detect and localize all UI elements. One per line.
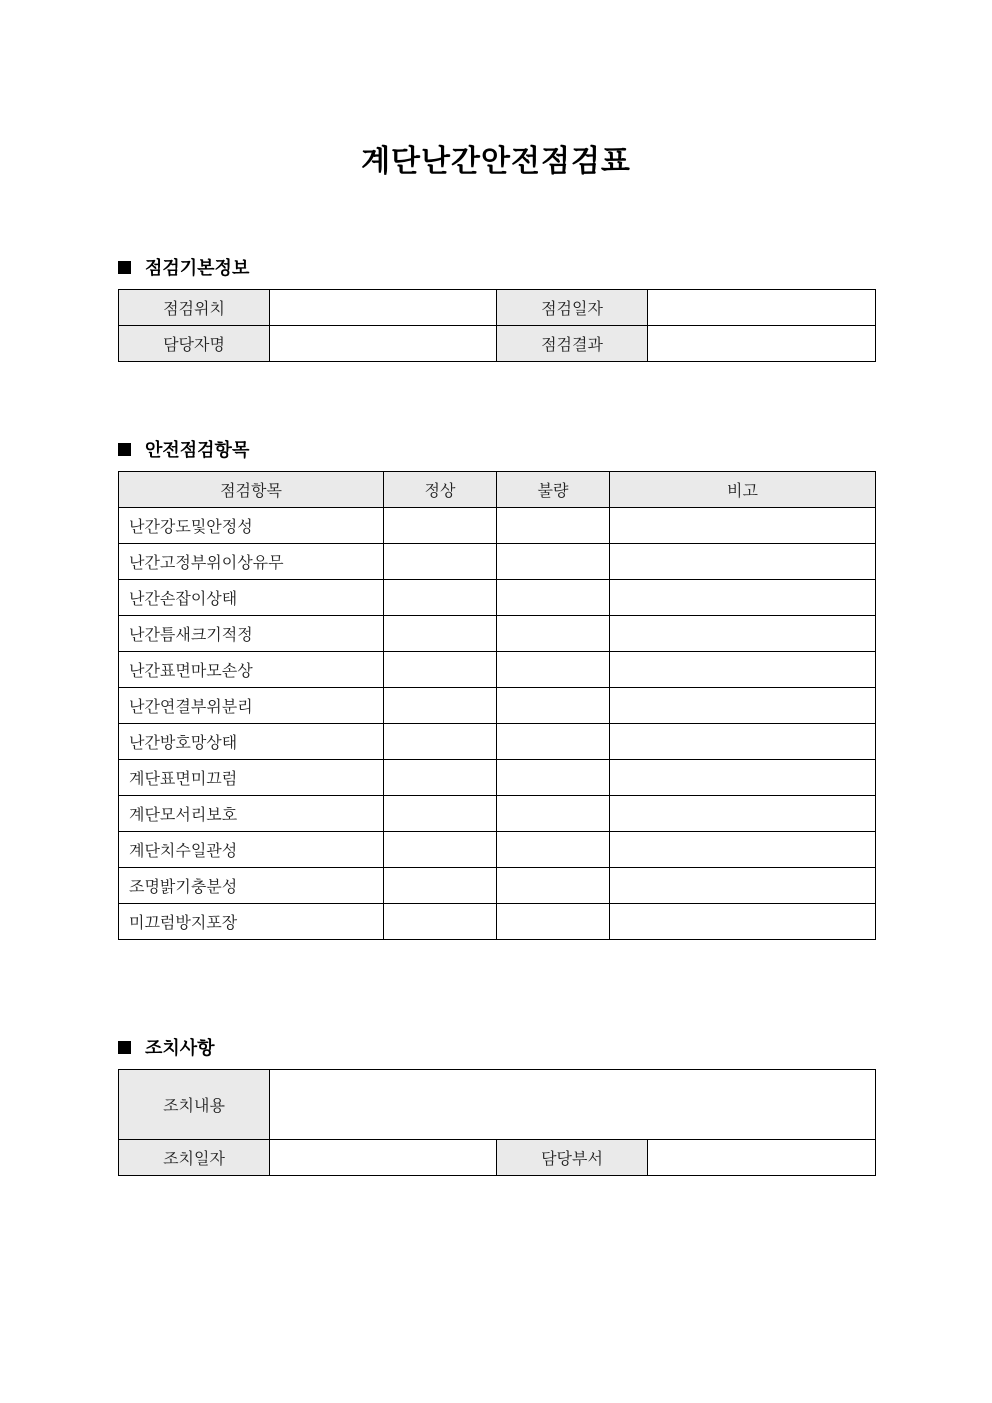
defective-cell[interactable] bbox=[497, 796, 610, 832]
table-row bbox=[119, 688, 876, 724]
table-row bbox=[119, 580, 876, 616]
section-title: 안전점검항목 bbox=[145, 440, 250, 461]
label-cell: 담당자명 bbox=[119, 326, 270, 362]
page-title: 계단난간안전점검표 bbox=[361, 144, 631, 179]
remarks-cell[interactable] bbox=[610, 904, 876, 940]
section-title: 조치사항 bbox=[145, 1038, 215, 1059]
defective-cell[interactable] bbox=[497, 688, 610, 724]
normal-cell[interactable] bbox=[384, 868, 497, 904]
defective-cell[interactable] bbox=[497, 724, 610, 760]
defective-cell[interactable] bbox=[497, 616, 610, 652]
defective-cell[interactable] bbox=[497, 652, 610, 688]
remarks-cell[interactable] bbox=[610, 580, 876, 616]
check-item-label: 계단표면미끄럼 bbox=[119, 760, 384, 796]
check-item-label: 조명밝기충분성 bbox=[119, 868, 384, 904]
action-date-field[interactable] bbox=[270, 1140, 497, 1176]
table-row bbox=[119, 290, 876, 326]
normal-cell[interactable] bbox=[384, 724, 497, 760]
inspection-location-field[interactable] bbox=[270, 290, 497, 326]
normal-cell[interactable] bbox=[384, 832, 497, 868]
inspection-result-field[interactable] bbox=[648, 326, 876, 362]
column-header-defective: 불량 bbox=[497, 472, 610, 508]
checklist-table bbox=[118, 471, 876, 940]
label-cell: 점검결과 bbox=[497, 326, 648, 362]
table-row bbox=[119, 724, 876, 760]
table-row bbox=[119, 326, 876, 362]
defective-cell[interactable] bbox=[497, 580, 610, 616]
table-row bbox=[119, 1140, 876, 1176]
square-bullet-icon bbox=[118, 261, 131, 274]
table-row bbox=[119, 544, 876, 580]
defective-cell[interactable] bbox=[497, 904, 610, 940]
remarks-cell[interactable] bbox=[610, 508, 876, 544]
normal-cell[interactable] bbox=[384, 688, 497, 724]
check-item-label: 난간틈새크기적정 bbox=[119, 616, 384, 652]
remarks-cell[interactable] bbox=[610, 724, 876, 760]
square-bullet-icon bbox=[118, 1041, 131, 1054]
remarks-cell[interactable] bbox=[610, 868, 876, 904]
label-cell: 점검일자 bbox=[497, 290, 648, 326]
section-heading-actions bbox=[118, 1034, 215, 1060]
table-row bbox=[119, 616, 876, 652]
section-title: 점검기본정보 bbox=[145, 258, 250, 279]
check-item-label: 난간연결부위분리 bbox=[119, 688, 384, 724]
label-cell: 담당부서 bbox=[497, 1140, 648, 1176]
manager-name-field[interactable] bbox=[270, 326, 497, 362]
table-row bbox=[119, 1070, 876, 1140]
table-row bbox=[119, 652, 876, 688]
table-row bbox=[119, 760, 876, 796]
remarks-cell[interactable] bbox=[610, 616, 876, 652]
remarks-cell[interactable] bbox=[610, 760, 876, 796]
column-header-normal: 정상 bbox=[384, 472, 497, 508]
normal-cell[interactable] bbox=[384, 616, 497, 652]
department-field[interactable] bbox=[648, 1140, 876, 1176]
normal-cell[interactable] bbox=[384, 508, 497, 544]
section-heading-basic-info bbox=[118, 254, 249, 280]
basic-info-table bbox=[118, 289, 876, 362]
label-cell: 조치일자 bbox=[119, 1140, 270, 1176]
column-header-remarks: 비고 bbox=[610, 472, 876, 508]
action-table bbox=[118, 1069, 876, 1176]
check-item-label: 난간고정부위이상유무 bbox=[119, 544, 384, 580]
defective-cell[interactable] bbox=[497, 868, 610, 904]
check-item-label: 난간방호망상태 bbox=[119, 724, 384, 760]
defective-cell[interactable] bbox=[497, 508, 610, 544]
action-content-field[interactable] bbox=[270, 1070, 876, 1140]
defective-cell[interactable] bbox=[497, 760, 610, 796]
check-item-label: 난간강도및안정성 bbox=[119, 508, 384, 544]
label-cell: 점검위치 bbox=[119, 290, 270, 326]
check-item-label: 난간표면마모손상 bbox=[119, 652, 384, 688]
remarks-cell[interactable] bbox=[610, 544, 876, 580]
normal-cell[interactable] bbox=[384, 580, 497, 616]
normal-cell[interactable] bbox=[384, 796, 497, 832]
table-header-row bbox=[119, 472, 876, 508]
normal-cell[interactable] bbox=[384, 904, 497, 940]
section-heading-checklist bbox=[118, 436, 249, 462]
check-item-label: 계단치수일관성 bbox=[119, 832, 384, 868]
label-cell: 조치내용 bbox=[119, 1070, 270, 1140]
normal-cell[interactable] bbox=[384, 544, 497, 580]
check-item-label: 미끄럼방지포장 bbox=[119, 904, 384, 940]
table-row bbox=[119, 832, 876, 868]
remarks-cell[interactable] bbox=[610, 688, 876, 724]
square-bullet-icon bbox=[118, 443, 131, 456]
inspection-date-field[interactable] bbox=[648, 290, 876, 326]
normal-cell[interactable] bbox=[384, 652, 497, 688]
table-row bbox=[119, 796, 876, 832]
remarks-cell[interactable] bbox=[610, 796, 876, 832]
check-item-label: 난간손잡이상태 bbox=[119, 580, 384, 616]
table-row bbox=[119, 508, 876, 544]
remarks-cell[interactable] bbox=[610, 832, 876, 868]
remarks-cell[interactable] bbox=[610, 652, 876, 688]
table-row bbox=[119, 868, 876, 904]
defective-cell[interactable] bbox=[497, 544, 610, 580]
column-header-item: 점검항목 bbox=[119, 472, 384, 508]
table-row bbox=[119, 904, 876, 940]
check-item-label: 계단모서리보호 bbox=[119, 796, 384, 832]
defective-cell[interactable] bbox=[497, 832, 610, 868]
normal-cell[interactable] bbox=[384, 760, 497, 796]
